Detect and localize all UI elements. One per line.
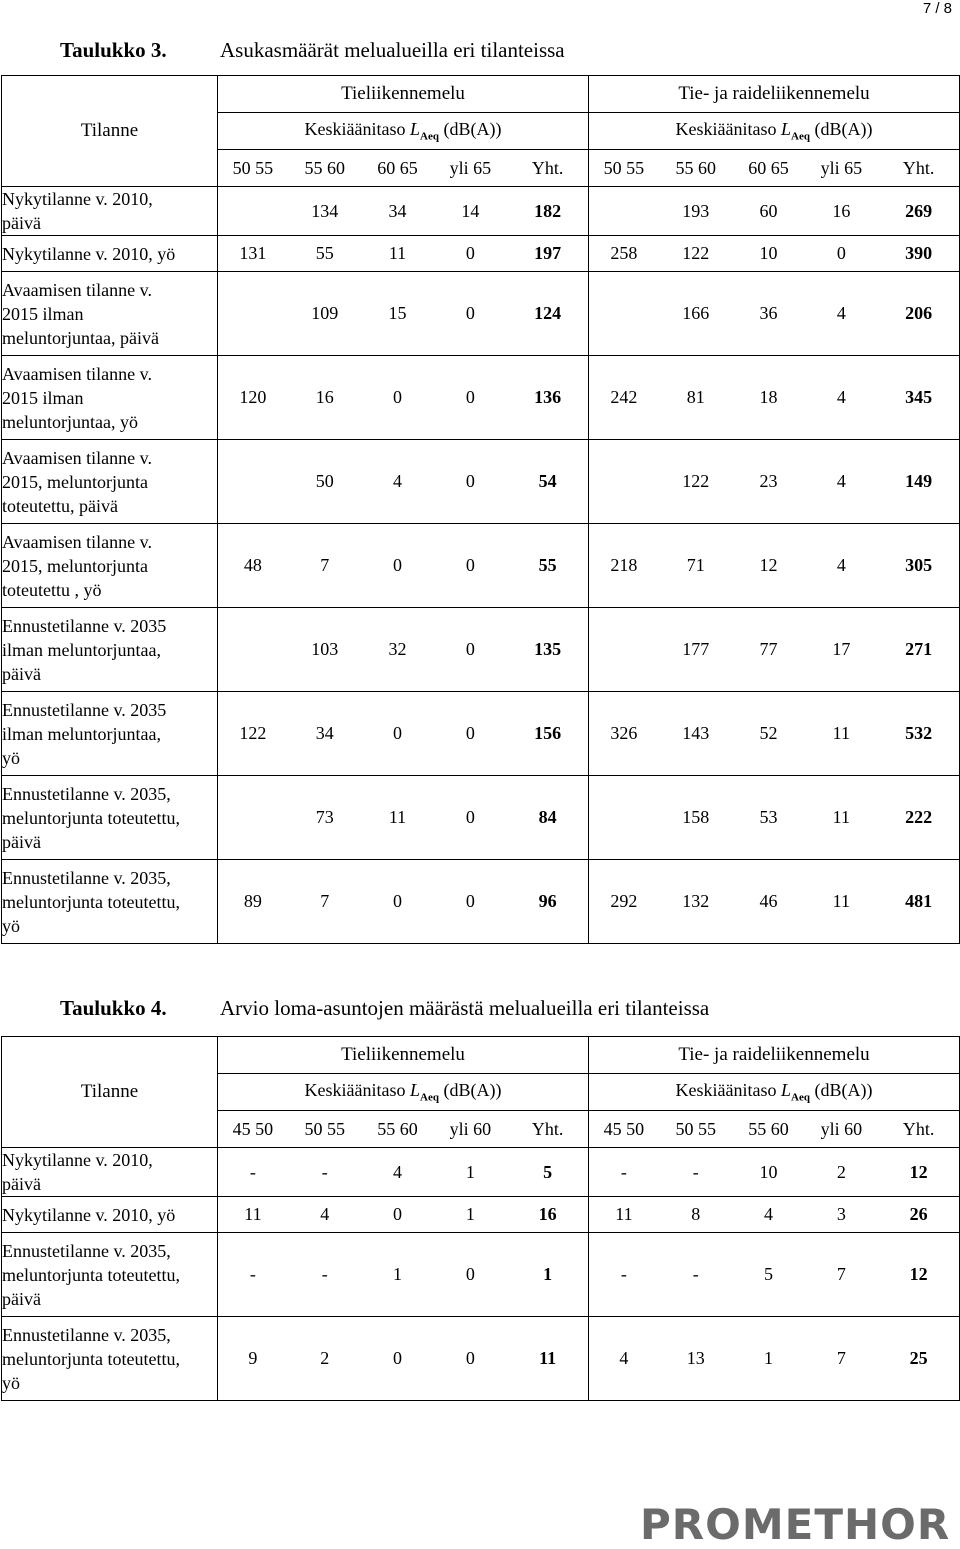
table-row: [2, 440, 960, 524]
cell-value: 0: [465, 243, 475, 263]
cell-value: 0: [393, 891, 403, 911]
total-value: 136: [534, 387, 562, 407]
table-row: [2, 692, 960, 776]
cell-value: 11: [388, 807, 407, 827]
table-row: [2, 236, 960, 272]
cell-value: 4: [393, 471, 403, 491]
cell-value: 4: [320, 1204, 330, 1224]
cell-value: 1: [393, 1264, 403, 1284]
cell-value: 10: [759, 1161, 778, 1182]
bin-headers: [589, 150, 960, 187]
road-level-header: Keskiäänitaso $L_{Aeq}$ (dB(A)): [218, 1074, 589, 1111]
total-value: 84: [538, 807, 557, 827]
table-3-label: Taulukko 3.: [60, 38, 167, 62]
cell-value: 7: [320, 891, 330, 911]
total-value: 271: [905, 639, 933, 659]
cell-value: 4: [393, 1161, 403, 1182]
table-row: [2, 608, 960, 692]
bin-headers: [218, 150, 589, 187]
table-row: [2, 1317, 960, 1401]
row-label-line: yö: [2, 1372, 20, 1393]
cell-value: 53: [759, 807, 778, 827]
cell-value: 12: [759, 555, 778, 575]
cell-value: 18: [759, 387, 778, 407]
row-label-line: Ennustetilanne v. 2035: [2, 699, 167, 720]
cell-value: -: [620, 1264, 627, 1284]
road-noise-header: Tieliikennemelu: [218, 1037, 589, 1074]
row-label-line: meluntorjunta toteutettu,: [2, 891, 180, 912]
cell-value: 7: [320, 555, 330, 575]
row-label: [2, 524, 218, 608]
row-label-line: päivä: [2, 663, 41, 684]
values-group: [589, 187, 960, 236]
row-label-line: 2015, meluntorjunta: [2, 555, 148, 576]
cell-value: 0: [465, 555, 475, 575]
row-label-line: 2015, meluntorjunta: [2, 471, 148, 492]
cell-value: 13: [686, 1348, 705, 1368]
table-4-caption: [60, 996, 709, 1021]
cell-value: 218: [610, 555, 638, 575]
table-3-caption: [60, 38, 565, 63]
tilanne-header: Tilanne: [2, 76, 218, 187]
cell-value: 0: [465, 1264, 475, 1284]
bin-headers: [589, 1111, 960, 1148]
total-value: 305: [905, 555, 933, 575]
table-row: [2, 1197, 960, 1233]
row-label-line: Ennustetilanne v. 2035,: [2, 783, 171, 804]
row-label-line: Nykytilanne v. 2010, yö: [2, 1204, 176, 1225]
cell-value: 73: [315, 807, 334, 827]
values-group: [218, 860, 589, 944]
values-group: [589, 236, 960, 272]
cell-value: 177: [682, 639, 710, 659]
tilanne-header: Tilanne: [2, 1037, 218, 1148]
values-group: [589, 1148, 960, 1197]
bin-header: 55 60: [304, 157, 345, 178]
values-group: [218, 187, 589, 236]
cell-value: 5: [764, 1264, 774, 1284]
row-label-line: meluntorjunta toteutettu,: [2, 1348, 180, 1369]
cell-value: 16: [832, 200, 851, 221]
total-value: 206: [905, 303, 933, 323]
table-row: [2, 1148, 960, 1197]
row-label-line: Ennustetilanne v. 2035: [2, 615, 167, 636]
values-group: [589, 440, 960, 524]
row-label-line: Nykytilanne v. 2010, yö: [2, 243, 176, 264]
road-level-header: Keskiäänitaso $L_{Aeq}$ (dB(A)): [218, 113, 589, 150]
table-row: [2, 356, 960, 440]
cell-value: 120: [239, 387, 267, 407]
cell-value: 0: [465, 1348, 475, 1368]
values-group: [218, 440, 589, 524]
values-group: [589, 860, 960, 944]
values-group: [589, 1233, 960, 1317]
table-4: [1, 1036, 960, 1401]
cell-value: 17: [832, 639, 851, 659]
total-value: 55: [538, 555, 557, 575]
row-label-line: meluntorjunta toteutettu,: [2, 807, 180, 828]
bin-header: yli 60: [449, 1118, 492, 1139]
cell-value: 103: [311, 639, 339, 659]
page-number: 7 / 8: [922, 0, 952, 17]
total-value: 25: [909, 1348, 928, 1368]
bin-header: 45 50: [603, 1118, 645, 1139]
cell-value: 0: [465, 639, 475, 659]
values-group: [589, 356, 960, 440]
bin-header: Yht.: [531, 157, 564, 178]
values-group: [589, 524, 960, 608]
cell-value: 14: [461, 200, 480, 221]
row-label: [2, 187, 218, 236]
row-label-line: päivä: [2, 831, 41, 852]
table-4-title: Arvio loma-asuntojen määrästä melualueilla eri tilanteissa: [220, 996, 710, 1020]
row-label-line: Ennustetilanne v. 2035,: [2, 1324, 171, 1345]
total-value: 54: [538, 471, 557, 491]
bin-header: 50 55: [675, 1118, 716, 1139]
cell-value: 23: [759, 471, 778, 491]
cell-value: -: [249, 1264, 256, 1284]
cell-value: 0: [465, 807, 475, 827]
cell-value: 4: [836, 303, 846, 323]
cell-value: 0: [465, 891, 475, 911]
total-value: 481: [905, 891, 933, 911]
cell-value: -: [321, 1264, 328, 1284]
table-row: [2, 187, 960, 236]
cell-value: 7: [836, 1348, 846, 1368]
bin-headers: [218, 1111, 589, 1148]
row-label-line: Avaamisen tilanne v.: [2, 531, 152, 552]
cell-value: 122: [239, 723, 267, 743]
values-group: [218, 776, 589, 860]
cell-value: 2: [320, 1348, 330, 1368]
cell-value: 0: [393, 723, 403, 743]
row-label: [2, 440, 218, 524]
cell-value: 1: [465, 1204, 475, 1224]
row-label-line: Avaamisen tilanne v.: [2, 447, 152, 468]
cell-value: 81: [686, 387, 705, 407]
bin-header: Yht.: [902, 157, 935, 178]
values-group: [218, 236, 589, 272]
cell-value: 77: [759, 639, 778, 659]
total-value: 26: [909, 1204, 928, 1224]
total-value: 96: [538, 891, 557, 911]
row-label-line: yö: [2, 747, 20, 768]
bin-header: 45 50: [232, 1118, 274, 1139]
row-label-line: Avaamisen tilanne v.: [2, 279, 152, 300]
cell-value: 143: [682, 723, 710, 743]
cell-value: 0: [393, 555, 403, 575]
row-label: [2, 236, 218, 272]
cell-value: 258: [610, 243, 638, 263]
cell-value: 0: [393, 1204, 403, 1224]
row-label-line: ilman meluntorjuntaa,: [2, 639, 161, 660]
cell-value: 4: [619, 1348, 629, 1368]
bin-header: yli 65: [449, 157, 492, 178]
total-value: 182: [534, 200, 562, 221]
cell-value: 134: [311, 200, 339, 221]
cell-value: 71: [686, 555, 705, 575]
row-label-line: Ennustetilanne v. 2035,: [2, 1240, 171, 1261]
cell-value: 0: [393, 1348, 403, 1368]
table-row: [2, 860, 960, 944]
table-3: [1, 75, 960, 944]
total-value: 135: [534, 639, 562, 659]
row-label-line: Nykytilanne v. 2010,: [2, 1150, 153, 1170]
cell-value: 326: [610, 723, 638, 743]
values-group: [218, 692, 589, 776]
row-label-line: Nykytilanne v. 2010,: [2, 189, 153, 209]
cell-value: 55: [315, 243, 334, 263]
cell-value: -: [692, 1264, 699, 1284]
values-group: [218, 272, 589, 356]
bin-header: 60 65: [748, 157, 789, 178]
cell-value: 11: [388, 243, 407, 263]
cell-value: 52: [759, 723, 778, 743]
cell-value: 0: [836, 243, 846, 263]
values-group: [589, 272, 960, 356]
bin-header: yli 65: [820, 157, 863, 178]
cell-value: 0: [465, 303, 475, 323]
total-value: 5: [543, 1161, 553, 1182]
cell-value: 9: [248, 1348, 258, 1368]
values-group: [218, 356, 589, 440]
row-label-line: 2015 ilman: [2, 387, 84, 408]
cell-value: 7: [836, 1264, 846, 1284]
row-label: [2, 1197, 218, 1233]
cell-value: 122: [682, 471, 710, 491]
row-label-line: päivä: [2, 1174, 41, 1194]
table-row: [2, 272, 960, 356]
cell-value: 2: [836, 1161, 846, 1182]
table-3-title: Asukasmäärät melualueilla eri tilanteissa: [220, 38, 565, 62]
bin-header: 60 65: [377, 157, 418, 178]
cell-value: 11: [615, 1204, 633, 1224]
cell-value: 122: [682, 243, 710, 263]
cell-value: -: [620, 1161, 627, 1182]
total-value: 197: [534, 243, 562, 263]
cell-value: 16: [315, 387, 334, 407]
row-label-line: ilman meluntorjuntaa,: [2, 723, 161, 744]
cell-value: 166: [682, 303, 710, 323]
cell-value: 34: [388, 200, 407, 221]
cell-value: 1: [465, 1161, 475, 1182]
total-value: 11: [539, 1348, 557, 1368]
bin-header: 50 55: [232, 157, 274, 178]
table-row: [2, 524, 960, 608]
cell-value: 3: [836, 1204, 846, 1224]
values-group: [218, 524, 589, 608]
cell-value: 8: [691, 1204, 701, 1224]
cell-value: 4: [836, 555, 846, 575]
row-label: [2, 356, 218, 440]
row-label: [2, 1148, 218, 1197]
cell-value: 11: [832, 807, 850, 827]
bin-header: 55 60: [748, 1118, 789, 1139]
cell-value: 4: [836, 387, 846, 407]
cell-value: 50: [315, 471, 334, 491]
cell-value: 158: [682, 807, 710, 827]
row-label-line: Avaamisen tilanne v.: [2, 363, 152, 384]
total-value: 345: [905, 387, 933, 407]
cell-value: 1: [764, 1348, 774, 1368]
row-label: [2, 860, 218, 944]
row-label-line: Ennustetilanne v. 2035,: [2, 867, 171, 888]
table-row: [2, 1233, 960, 1317]
cell-value: 36: [759, 303, 778, 323]
values-group: [218, 1148, 589, 1197]
cell-value: 131: [239, 243, 267, 263]
bin-header: Yht.: [531, 1118, 564, 1139]
values-group: [589, 1317, 960, 1401]
row-label-line: meluntorjuntaa, päivä: [2, 327, 159, 348]
cell-value: -: [249, 1161, 256, 1182]
cell-value: 193: [682, 200, 710, 221]
total-value: 156: [534, 723, 562, 743]
cell-value: 89: [243, 891, 262, 911]
row-label: [2, 272, 218, 356]
bin-header: 55 60: [377, 1118, 418, 1139]
total-value: 149: [905, 471, 933, 491]
cell-value: 46: [759, 891, 778, 911]
bin-header: 50 55: [603, 157, 645, 178]
total-value: 532: [905, 723, 933, 743]
cell-value: 48: [243, 555, 262, 575]
cell-value: 0: [465, 387, 475, 407]
cell-value: 0: [393, 387, 403, 407]
total-value: 390: [905, 243, 933, 263]
total-value: 124: [534, 303, 562, 323]
row-label: [2, 776, 218, 860]
table-row: [2, 776, 960, 860]
cell-value: 0: [465, 471, 475, 491]
cell-value: 60: [759, 200, 778, 221]
table-4-label: Taulukko 4.: [60, 996, 167, 1020]
total-value: 12: [909, 1161, 928, 1182]
cell-value: 11: [832, 891, 850, 911]
cell-value: 4: [764, 1204, 774, 1224]
values-group: [218, 1197, 589, 1233]
total-value: 1: [543, 1264, 553, 1284]
total-value: 12: [909, 1264, 928, 1284]
row-label: [2, 1233, 218, 1317]
values-group: [589, 1197, 960, 1233]
values-group: [218, 608, 589, 692]
values-group: [589, 692, 960, 776]
cell-value: -: [692, 1161, 699, 1182]
bin-header: 55 60: [675, 157, 716, 178]
row-label-line: toteutettu , yö: [2, 579, 102, 600]
row-label-line: meluntorjunta toteutettu,: [2, 1264, 180, 1285]
cell-value: 10: [759, 243, 778, 263]
road-rail-noise-header: Tie- ja raideliikennemelu: [589, 1037, 960, 1074]
bin-header: yli 60: [820, 1118, 863, 1139]
row-label-line: päivä: [2, 1288, 41, 1309]
values-group: [589, 608, 960, 692]
cell-value: 4: [836, 471, 846, 491]
road-rail-noise-header: Tie- ja raideliikennemelu: [589, 76, 960, 113]
row-label-line: toteutettu, päivä: [2, 495, 118, 516]
road-noise-header: Tieliikennemelu: [218, 76, 589, 113]
total-value: 269: [905, 200, 933, 221]
cell-value: 132: [682, 891, 710, 911]
row-label-line: yö: [2, 915, 20, 936]
promethor-logo: PROMETHOR: [640, 1500, 951, 1549]
row-label: [2, 1317, 218, 1401]
row-label: [2, 608, 218, 692]
bin-header: Yht.: [902, 1118, 935, 1139]
cell-value: 11: [244, 1204, 262, 1224]
cell-value: 292: [610, 891, 638, 911]
total-value: 16: [538, 1204, 557, 1224]
values-group: [218, 1233, 589, 1317]
row-label-line: 2015 ilman: [2, 303, 84, 324]
road-rail-level-header: Keskiäänitaso $L_{Aeq}$ (dB(A)): [589, 1074, 960, 1111]
cell-value: 242: [610, 387, 638, 407]
cell-value: 109: [311, 303, 339, 323]
bin-header: 50 55: [304, 1118, 345, 1139]
total-value: 222: [905, 807, 933, 827]
cell-value: 34: [315, 723, 334, 743]
cell-value: 32: [388, 639, 407, 659]
road-rail-level-header: Keskiäänitaso $L_{Aeq}$ (dB(A)): [589, 113, 960, 150]
values-group: [218, 1317, 589, 1401]
cell-value: 0: [465, 723, 475, 743]
row-label-line: päivä: [2, 213, 41, 233]
cell-value: 15: [388, 303, 407, 323]
cell-value: -: [321, 1161, 328, 1182]
row-label-line: meluntorjuntaa, yö: [2, 411, 138, 432]
cell-value: 11: [832, 723, 850, 743]
row-label: [2, 692, 218, 776]
values-group: [589, 776, 960, 860]
